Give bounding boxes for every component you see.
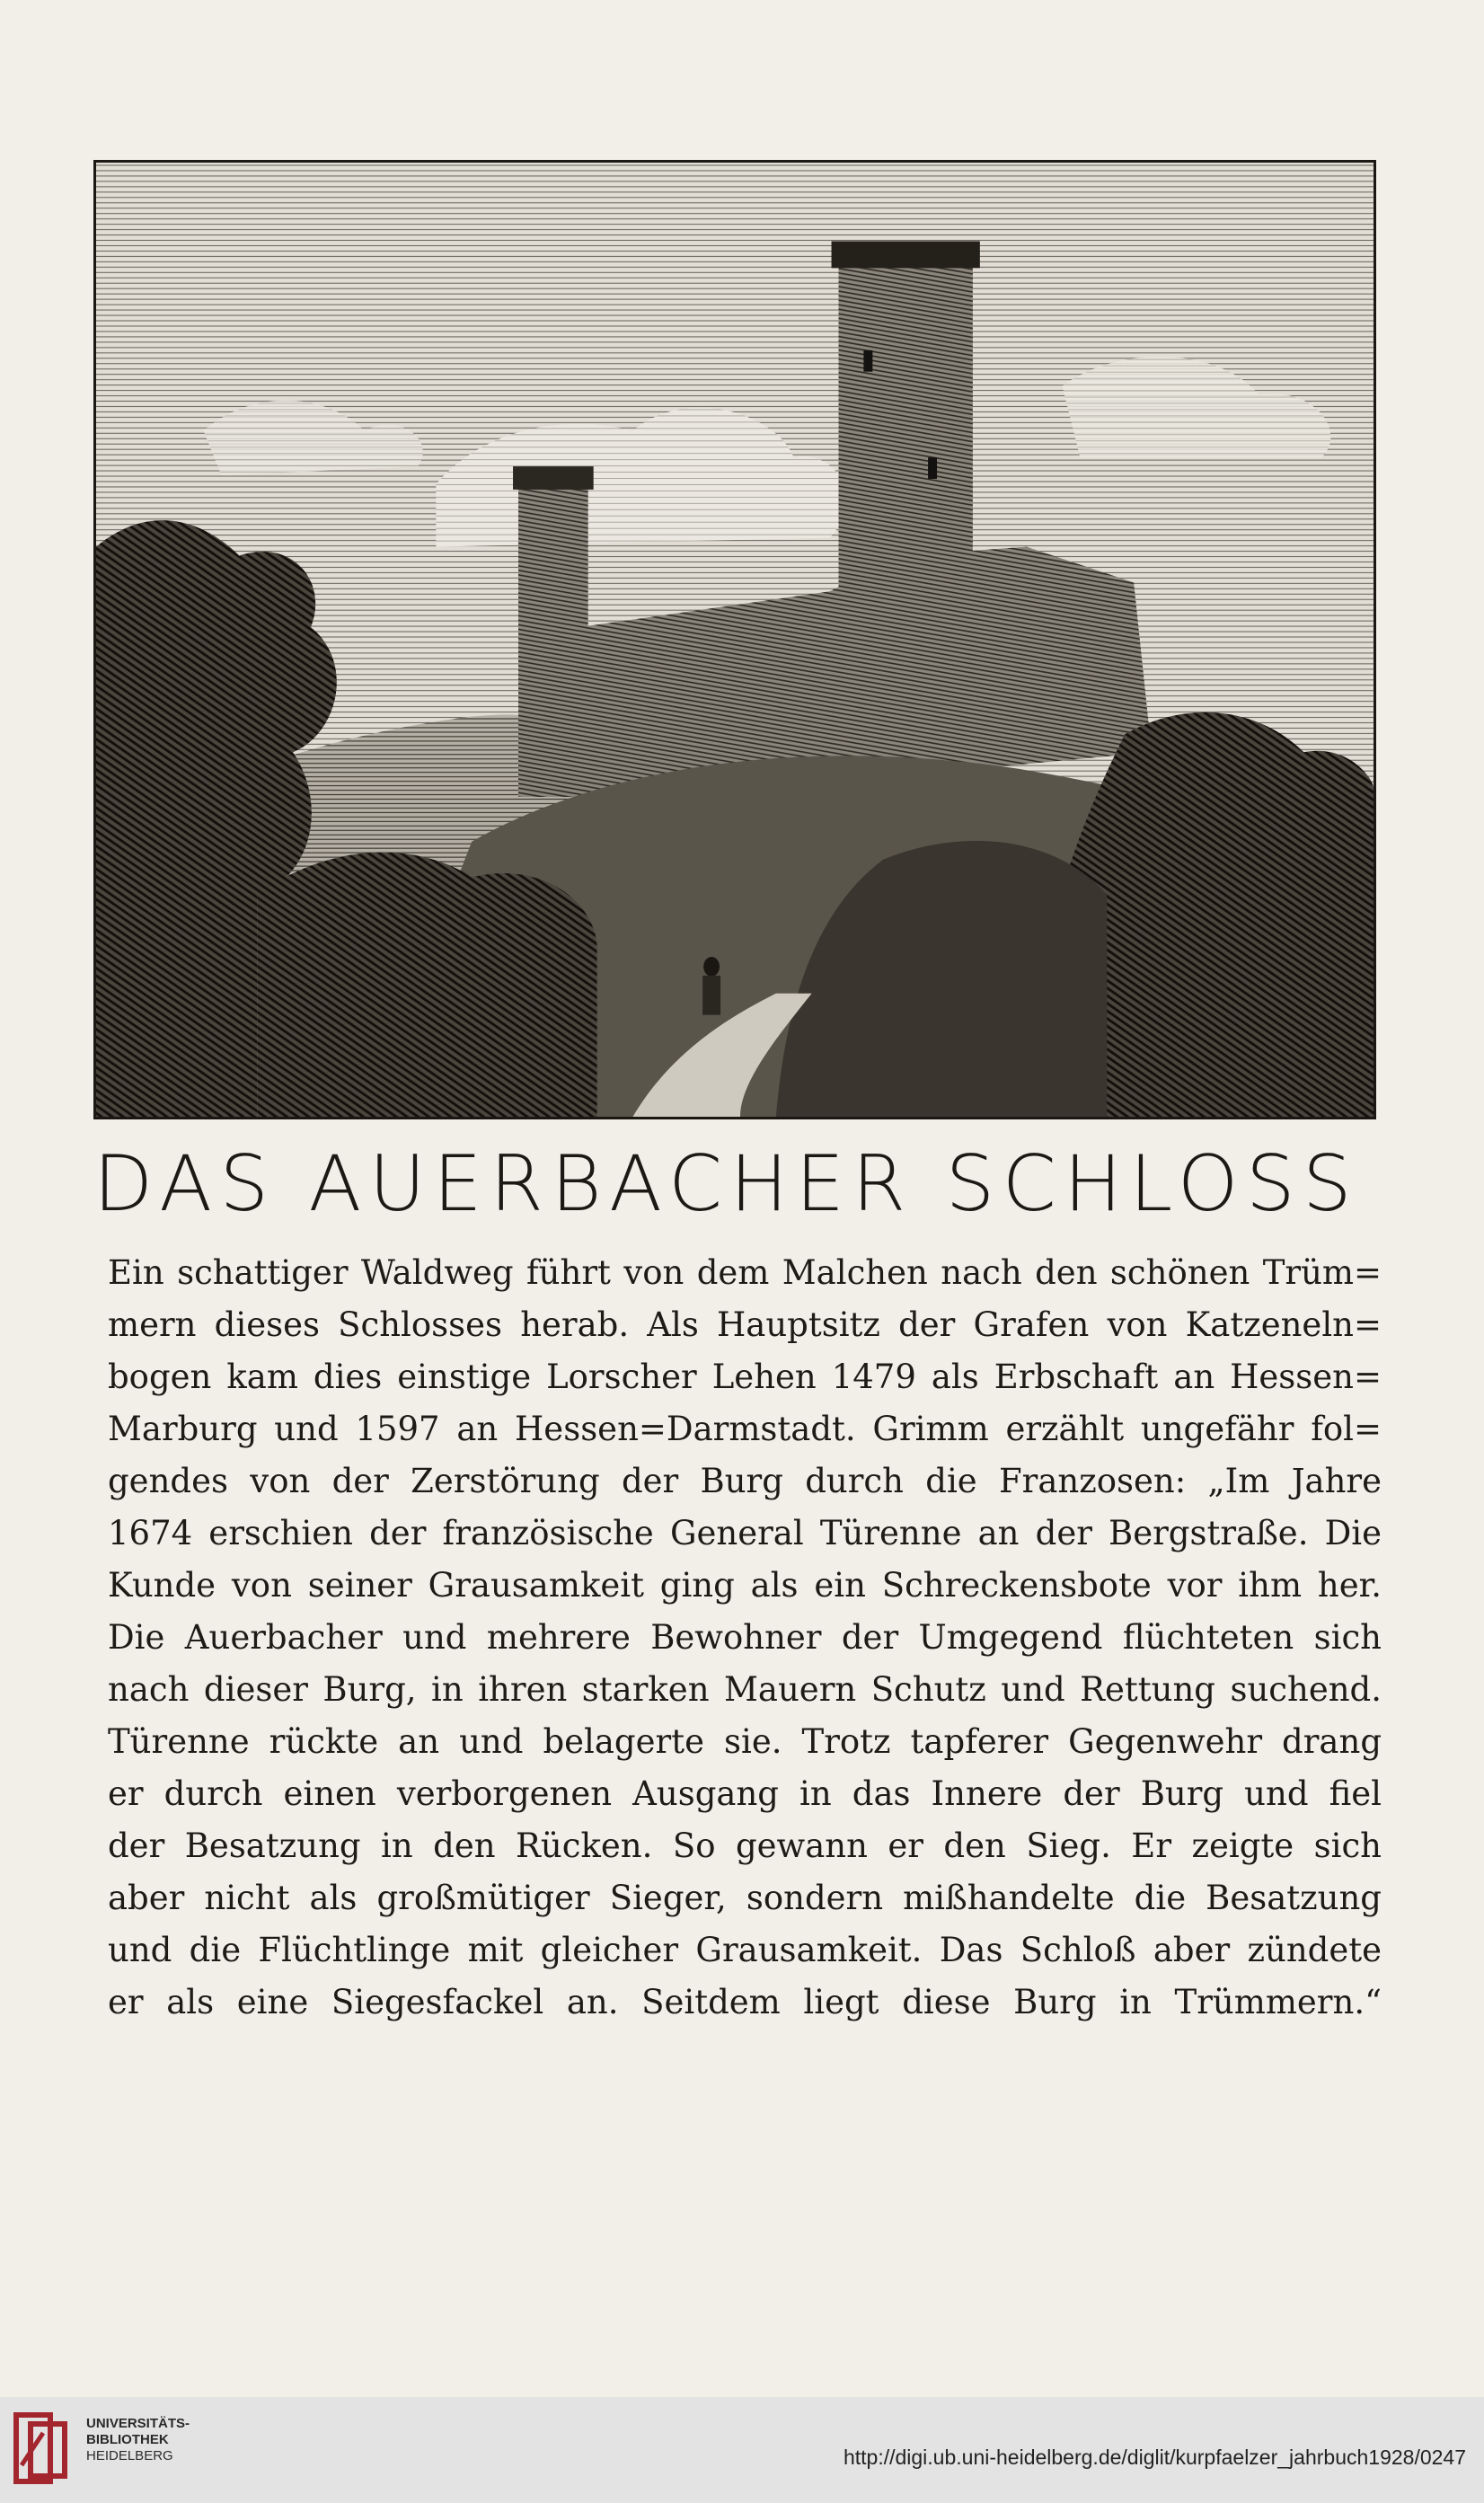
text-line: und die Flüchtlinge mit gleicher Grausamkeit. Das Schloß aber zündete bbox=[108, 1931, 1382, 1969]
library-name-line: BIBLIOTHEK bbox=[86, 2432, 169, 2447]
text-line: der Besatzung in den Rücken. So gewann er den Sieg. Er zeigte sich bbox=[108, 1826, 1382, 1865]
castle-engraving bbox=[93, 160, 1376, 1119]
text-line: nach dieser Burg, in ihren starken Mauern Schutz und Rettung suchend. bbox=[108, 1670, 1382, 1709]
text-line: gendes von der Zerstörung der Burg durch die Franzosen: „Im Jahre bbox=[108, 1462, 1382, 1500]
text-line: 1674 erschien der französische General Türenne an der Bergstraße. Die bbox=[108, 1514, 1382, 1552]
text-line: aber nicht als großmütiger Sieger, sondern mißhandelte die Besatzung bbox=[108, 1879, 1382, 1917]
text-line: bogen kam dies einstige Lorscher Lehen 1479 als Erbschaft an Hessen= bbox=[108, 1358, 1382, 1396]
castle-engraving-illustration bbox=[96, 163, 1374, 1117]
text-line: Türenne rückte an und belagerte sie. Trotz tapferer Gegenwehr drang bbox=[108, 1722, 1382, 1761]
library-logo-icon[interactable] bbox=[13, 2411, 75, 2485]
text-line: Ein schattiger Waldweg führt von dem Malchen nach den schönen Trüm= bbox=[108, 1253, 1382, 1292]
library-name-line: UNIVERSITÄTS- bbox=[86, 2416, 190, 2431]
text-line: er als eine Siegesfackel an. Seitdem liegt diese Burg in Trümmern.“ bbox=[108, 1983, 1382, 2021]
library-name bbox=[86, 2416, 190, 2464]
permalink-url[interactable]: http://digi.ub.uni-heidelberg.de/diglit/kurpfaelzer_jahrbuch1928/0247 bbox=[843, 2446, 1466, 2469]
text-line: er durch einen verborgenen Ausgang in das Innere der Burg und fiel bbox=[108, 1774, 1382, 1813]
article-paragraph bbox=[108, 1247, 1382, 2029]
text-line: Kunde von seiner Grausamkeit ging als ein Schreckensbote vor ihm her. bbox=[108, 1566, 1382, 1605]
text-line: Die Auerbacher und mehrere Bewohner der Umgegend flüchteten sich bbox=[108, 1618, 1382, 1657]
page-title: DAS AUERBACHER SCHLOSS bbox=[93, 1139, 1360, 1229]
library-name-line: HEIDELBERG bbox=[86, 2448, 173, 2463]
text-line: mern dieses Schlosses herab. Als Hauptsitz der Grafen von Katzeneln= bbox=[108, 1305, 1382, 1344]
text-line: Marburg und 1597 an Hessen=Darmstadt. Grimm erzählt ungefähr fol= bbox=[108, 1410, 1382, 1448]
